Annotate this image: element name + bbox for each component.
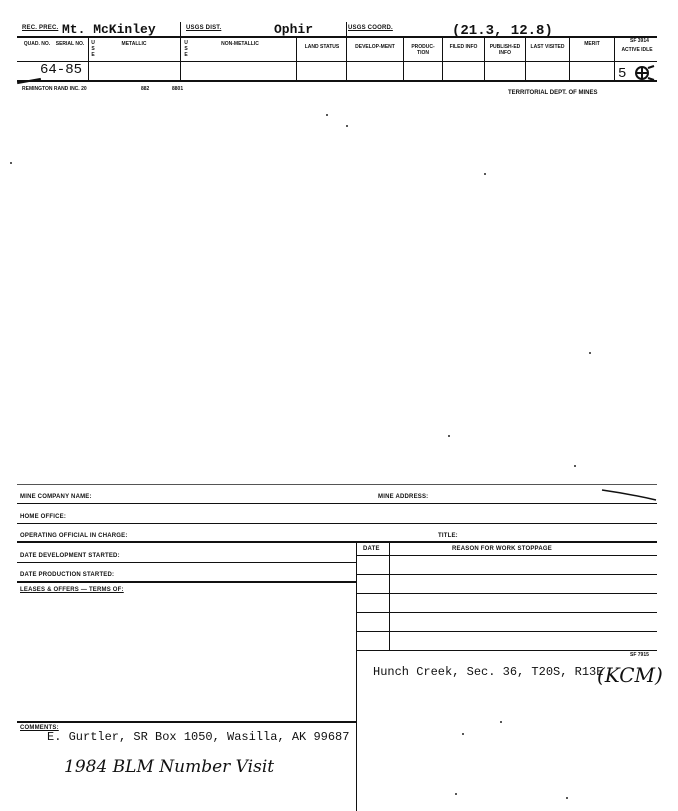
form-number-bottom: SF 7915 bbox=[630, 652, 649, 658]
operating-official-label: OPERATING OFFICIAL IN CHARGE: bbox=[20, 533, 128, 539]
col-div-8 bbox=[525, 36, 526, 81]
printer-code-2: 8801 bbox=[172, 86, 184, 92]
usgs-dist-label: USGS DIST. bbox=[186, 25, 222, 31]
rec-prec-value: Mt. McKinley bbox=[62, 22, 156, 37]
prod-started-label: DATE PRODUCTION STARTED: bbox=[20, 572, 115, 578]
scan-speck bbox=[448, 435, 450, 437]
use-label-metallic: U S E bbox=[91, 40, 95, 58]
row-rule-3 bbox=[17, 541, 657, 543]
mine-address-label: MINE ADDRESS: bbox=[378, 494, 429, 500]
corner-stroke-icon bbox=[600, 488, 658, 502]
active-idle-stamp-icon bbox=[632, 64, 656, 82]
date-col-label: DATE bbox=[363, 546, 380, 552]
scan-speck bbox=[10, 162, 12, 164]
grid-rule-3 bbox=[356, 593, 657, 594]
grid-rule-6 bbox=[356, 650, 657, 651]
col-div-4 bbox=[346, 22, 347, 81]
published-info-label: PUBLISH-ED INFO bbox=[489, 44, 521, 56]
printer-text: REMINGTON RAND INC. 20 bbox=[22, 86, 87, 92]
comments-label: COMMENTS: bbox=[20, 725, 59, 731]
mine-company-label: MINE COMPANY NAME: bbox=[20, 494, 92, 500]
quad-value: 64-85 bbox=[40, 62, 83, 78]
col-div-1 bbox=[88, 36, 89, 81]
col-div-6 bbox=[442, 36, 443, 81]
merit-label: MERIT bbox=[584, 41, 600, 47]
left-rule-2 bbox=[17, 581, 356, 583]
grid-rule-2 bbox=[356, 574, 657, 575]
scan-speck bbox=[484, 173, 486, 175]
development-label: DEVELOP-MENT bbox=[355, 44, 395, 50]
header-rule-mid bbox=[17, 61, 657, 62]
col-div-2 bbox=[180, 22, 181, 81]
metallic-label: METALLIC bbox=[121, 41, 147, 47]
printer-code-1: 882 bbox=[141, 86, 150, 92]
quad-no-label: QUAD. NO. bbox=[23, 41, 51, 47]
non-metallic-label: NON-METALLIC bbox=[221, 41, 259, 47]
header-rule-top bbox=[17, 36, 657, 38]
comments-text: E. Gurtler, SR Box 1050, Wasilla, AK 99687 bbox=[47, 730, 350, 744]
last-visited-label: LAST VISITED bbox=[530, 44, 565, 50]
row-rule-1 bbox=[17, 503, 657, 504]
production-label: PRODUC-TION bbox=[411, 44, 435, 56]
department-label: TERRITORIAL DEPT. OF MINES bbox=[508, 90, 598, 96]
scan-speck bbox=[574, 465, 576, 467]
scan-speck bbox=[462, 733, 464, 735]
scan-speck bbox=[589, 352, 591, 354]
home-office-label: HOME OFFICE: bbox=[20, 514, 67, 520]
form-number-top: SF 3914 bbox=[630, 38, 649, 44]
row-rule-2 bbox=[17, 523, 657, 524]
scan-speck bbox=[455, 793, 457, 795]
col-div-10 bbox=[614, 36, 615, 81]
col-div-9 bbox=[569, 36, 570, 81]
title-label: TITLE: bbox=[438, 533, 458, 539]
serial-no-label: SERIAL NO. bbox=[55, 41, 85, 47]
grid-rule-5 bbox=[356, 631, 657, 632]
reason-label: REASON FOR WORK STOPPAGE bbox=[452, 546, 552, 552]
handwritten-note: 1984 BLM Number Visit bbox=[64, 757, 275, 777]
scan-speck bbox=[326, 114, 328, 116]
location-text: Hunch Creek, Sec. 36, T20S, R13E bbox=[373, 665, 604, 679]
scan-speck bbox=[566, 797, 568, 799]
location-initials: (KCM) bbox=[597, 663, 663, 687]
active-idle-label: ACTIVE IDLE bbox=[621, 47, 653, 53]
rec-prec-label: REC. PREC. bbox=[22, 25, 59, 31]
scan-speck bbox=[500, 721, 502, 723]
comments-rule bbox=[17, 721, 356, 723]
dev-started-label: DATE DEVELOPMENT STARTED: bbox=[20, 553, 120, 559]
date-col-divider bbox=[389, 541, 390, 650]
usgs-coord-label: USGS COORD. bbox=[348, 25, 393, 31]
grid-rule-1 bbox=[356, 555, 657, 556]
filed-info-label: FILED INFO bbox=[449, 44, 478, 50]
col-div-7 bbox=[484, 36, 485, 81]
grid-rule-4 bbox=[356, 612, 657, 613]
lower-rule-faint bbox=[17, 484, 657, 485]
col-div-5 bbox=[403, 36, 404, 81]
land-status-label: LAND STATUS bbox=[304, 44, 340, 50]
usgs-coord-value: (21.3, 12.8) bbox=[452, 23, 553, 39]
use-label-non-metallic: U S E bbox=[184, 40, 188, 58]
header-rule-bottom bbox=[17, 80, 657, 82]
left-rule-1 bbox=[17, 562, 356, 563]
usgs-dist-value: Ophir bbox=[274, 22, 314, 37]
col-div-3 bbox=[296, 36, 297, 81]
active-idle-mark: 5 bbox=[618, 66, 627, 82]
scan-speck bbox=[346, 125, 348, 127]
center-divider bbox=[356, 541, 357, 811]
leases-label: LEASES & OFFERS — TERMS OF: bbox=[20, 587, 124, 593]
